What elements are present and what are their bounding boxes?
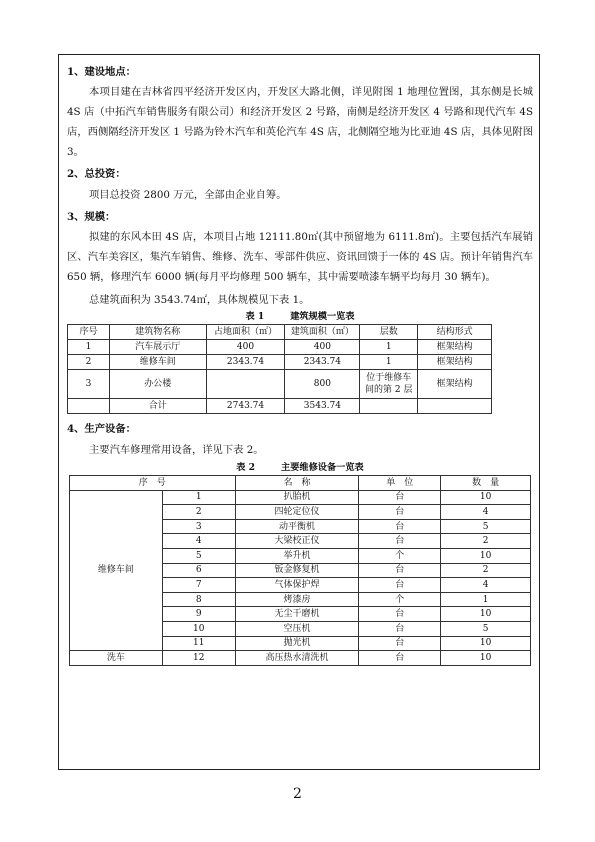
table-cell: 框架结构 <box>418 355 492 370</box>
table-cell <box>68 399 110 414</box>
table-cell: 举升机 <box>235 548 359 563</box>
table-cell: 2 <box>441 563 531 578</box>
section3-area-text: 总建筑面积为 3543.74㎡，具体规模见下表 1。 <box>89 294 310 306</box>
table-cell: 10 <box>441 607 531 622</box>
table-cell: 烤漆房 <box>235 592 359 607</box>
section2-text: 项目总投资 2800 万元，全部由企业自筹。 <box>89 189 287 201</box>
total-label: 合计 <box>109 399 206 414</box>
table-cell: 大梁校正仪 <box>235 534 359 549</box>
table-cell: 1 <box>68 340 110 355</box>
table1-caption <box>67 310 533 324</box>
table-cell: 台 <box>359 490 441 505</box>
total-build-area: 3543.74 <box>285 399 360 414</box>
table-cell: 4 <box>162 534 235 549</box>
table-cell: 钣金修复机 <box>235 563 359 578</box>
table-cell: 10 <box>162 621 235 636</box>
table-cell: 2 <box>162 505 235 520</box>
table-cell: 台 <box>359 563 441 578</box>
table-row <box>68 370 492 399</box>
table-cell: 3 <box>68 370 110 399</box>
table2-caption <box>67 461 533 475</box>
table-cell: 800 <box>285 370 360 399</box>
table-row <box>68 355 492 370</box>
table-cell: 台 <box>359 505 441 520</box>
table-cell: 1 <box>162 490 235 505</box>
group-cell: 洗车 <box>70 651 163 666</box>
table-cell: 位于维修车间的第 2 层 <box>360 370 418 399</box>
table-cell: 10 <box>441 548 531 563</box>
table-cell: 四轮定位仪 <box>235 505 359 520</box>
document-body <box>67 62 533 666</box>
table-cell: 12 <box>162 651 235 666</box>
table-cell: 2 <box>68 355 110 370</box>
table-cell: 汽车展示厅 <box>109 340 206 355</box>
header-cell: 层数 <box>360 325 418 340</box>
section1-heading: 1、建设地点： <box>67 66 136 78</box>
table-cell: 台 <box>359 578 441 593</box>
table2-caption-no: 表 2 <box>236 462 256 473</box>
table-cell: 7 <box>162 578 235 593</box>
table-cell: 台 <box>359 607 441 622</box>
equipment-table <box>69 475 531 666</box>
section3-heading: 3、规模： <box>67 211 116 223</box>
header-cell: 结构形式 <box>418 325 492 340</box>
table-cell: 2 <box>441 534 531 549</box>
section2-heading: 2、总投资： <box>67 168 126 180</box>
table-cell: 10 <box>441 636 531 651</box>
table-cell: 气体保护焊 <box>235 578 359 593</box>
table-cell: 1 <box>360 340 418 355</box>
table-cell <box>360 399 418 414</box>
table-cell: 400 <box>285 340 360 355</box>
table-cell: 1 <box>441 592 531 607</box>
header-cell: 数 量 <box>441 476 531 491</box>
table-cell: 5 <box>162 548 235 563</box>
table-cell: 5 <box>441 519 531 534</box>
table-cell: 台 <box>359 651 441 666</box>
table-header-row <box>70 476 531 491</box>
table-cell <box>418 399 492 414</box>
table-cell: 3 <box>162 519 235 534</box>
header-cell: 单 位 <box>359 476 441 491</box>
table-cell: 台 <box>359 636 441 651</box>
table-row <box>70 651 531 666</box>
table-cell: 空压机 <box>235 621 359 636</box>
table2-caption-title: 主要维修设备一览表 <box>281 462 364 473</box>
table-cell: 框架结构 <box>418 340 492 355</box>
table-cell: 11 <box>162 636 235 651</box>
section4-text: 主要汽车修理常用设备，详见下表 2。 <box>89 444 264 456</box>
table-cell: 抛光机 <box>235 636 359 651</box>
header-cell: 序号 <box>68 325 110 340</box>
table-cell: 扒胎机 <box>235 490 359 505</box>
header-cell: 建筑物名称 <box>109 325 206 340</box>
table-cell: 2343.74 <box>206 355 285 370</box>
table-cell: 2343.74 <box>285 355 360 370</box>
header-cell: 建筑面积（㎡） <box>285 325 360 340</box>
header-cell: 序 号 <box>70 476 236 491</box>
header-cell: 占地面积（㎡） <box>206 325 285 340</box>
group-cell: 维修车间 <box>70 490 163 651</box>
table-cell: 高压热水清洗机 <box>235 651 359 666</box>
table-row <box>70 490 531 505</box>
table-cell: 台 <box>359 621 441 636</box>
table-cell: 无尘干磨机 <box>235 607 359 622</box>
header-cell: 名 称 <box>235 476 359 491</box>
total-land-area: 2743.74 <box>206 399 285 414</box>
table1-caption-no: 表 1 <box>245 311 265 322</box>
table-cell: 5 <box>441 621 531 636</box>
table-cell: 8 <box>162 592 235 607</box>
table-cell: 400 <box>206 340 285 355</box>
table-cell: 10 <box>441 651 531 666</box>
section3-text: 拟建的东风本田 4S 店，本项目占地 12111.80㎡(其中预留地为 6111.8㎡)。主要包括汽车展销区、汽车美容区，集汽车销售、维修、洗车、零部件供应、资讯回馈于一体的 4S 店。预计年销售汽车 650 辆，修理汽车 6000 辆(每月平均修理 500 辆车，其中需要喷漆车辆平均每月 30 辆车)。 <box>67 231 533 283</box>
table-cell: 维修车间 <box>109 355 206 370</box>
table-cell: 台 <box>359 534 441 549</box>
table-cell: 个 <box>359 548 441 563</box>
table-header-row <box>68 325 492 340</box>
table1-caption-title: 建筑规模一览表 <box>290 311 355 322</box>
table-cell: 9 <box>162 607 235 622</box>
table-cell: 4 <box>441 578 531 593</box>
table-cell <box>206 370 285 399</box>
table-cell: 10 <box>441 490 531 505</box>
table-cell: 框架结构 <box>418 370 492 399</box>
table-row <box>68 340 492 355</box>
table-cell: 办公楼 <box>109 370 206 399</box>
section4-heading: 4、生产设备： <box>67 423 136 435</box>
section1-text: 本项目建在吉林省四平经济开发区内，开发区大路北侧，详见附图 1 地理位置图，其东侧是长城 4S 店（中拓汽车销售服务有限公司）和经济开发区 2 号路，南侧是经济开发区 4 号路和现代汽车 4S 店，西侧隔经济开发区 1 号路为铃木汽车和英伦汽车 4S 店，北侧隔空地为比亚迪 4S 店，具体见附图 3。 <box>67 86 533 158</box>
table-cell: 台 <box>359 519 441 534</box>
table-cell: 动平衡机 <box>235 519 359 534</box>
table-cell: 个 <box>359 592 441 607</box>
page-number: 2 <box>293 786 302 802</box>
building-scale-table <box>67 324 492 414</box>
table-total-row <box>68 399 492 414</box>
table-cell: 6 <box>162 563 235 578</box>
table-cell: 1 <box>360 355 418 370</box>
table-cell: 4 <box>441 505 531 520</box>
